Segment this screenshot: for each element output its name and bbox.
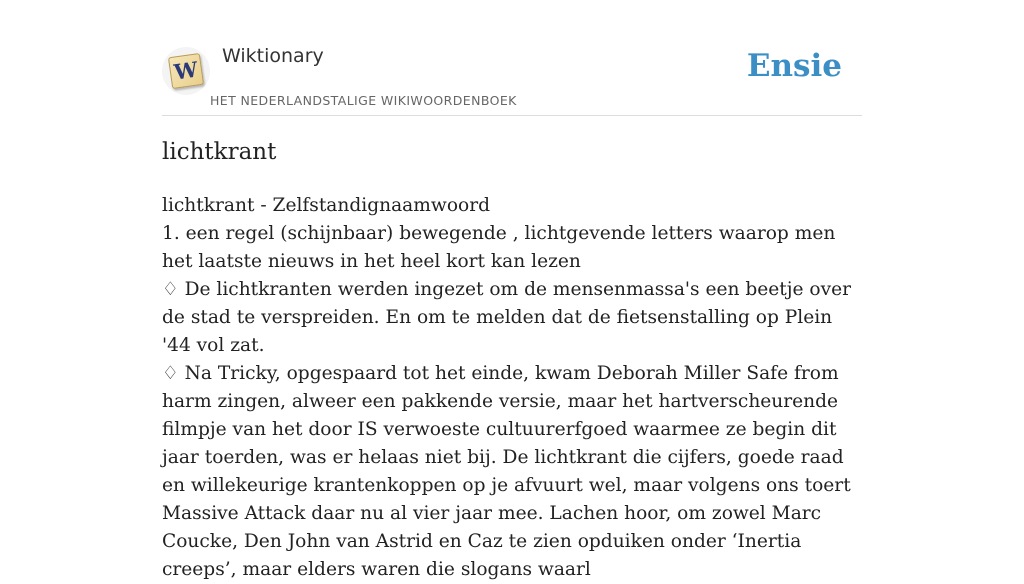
entry-definition: 1. een regel (schijnbaar) bewegende , lichtgevende letters waarop men het laatste nieuws in het heel kort kan lezen bbox=[162, 223, 836, 272]
ensie-brand-link[interactable]: Ensie bbox=[746, 48, 842, 84]
site-tagline: HET NEDERLANDSTALIGE WIKIWOORDENBOEK bbox=[210, 93, 517, 108]
entry-content bbox=[162, 192, 862, 584]
site-name[interactable]: Wiktionary bbox=[222, 45, 324, 67]
logo-tile bbox=[168, 53, 204, 89]
page-title: lichtkrant bbox=[162, 139, 277, 165]
entry-heading: lichtkrant - Zelfstandignaamwoord bbox=[162, 195, 490, 216]
page bbox=[162, 0, 862, 580]
logo-letter: W bbox=[172, 56, 200, 85]
example-sentence: ♢ De lichtkranten werden ingezet om de mensenmassa's een beetje over de stad te verspreiden. En om te melden dat de fietsenstalling op Plein '44 vol zat. bbox=[162, 279, 852, 356]
example-sentence: ♢ Na Tricky, opgespaard tot het einde, kwam Deborah Miller Safe from harm zingen, alweer een pakkende versie, maar het hartverscheurende filmpje van het door IS verwoeste cultuurerfgoed waarmee ze begin dit jaar toerden, was er helaas niet bij. De lichtkrant die cijfers, goede raad en willekeurige krantenkoppen op je afvuurt wel, maar volgens ons toert Massive Attack daar nu al vier jaar mee. Lachen hoor, om zowel Marc Coucke, Den John van Astrid en Caz te zien opduiken onder ‘Inertia creeps’, maar elders waren die slogans waarl bbox=[162, 363, 851, 580]
wiktionary-logo-icon[interactable] bbox=[162, 47, 210, 95]
header-divider bbox=[162, 115, 862, 116]
